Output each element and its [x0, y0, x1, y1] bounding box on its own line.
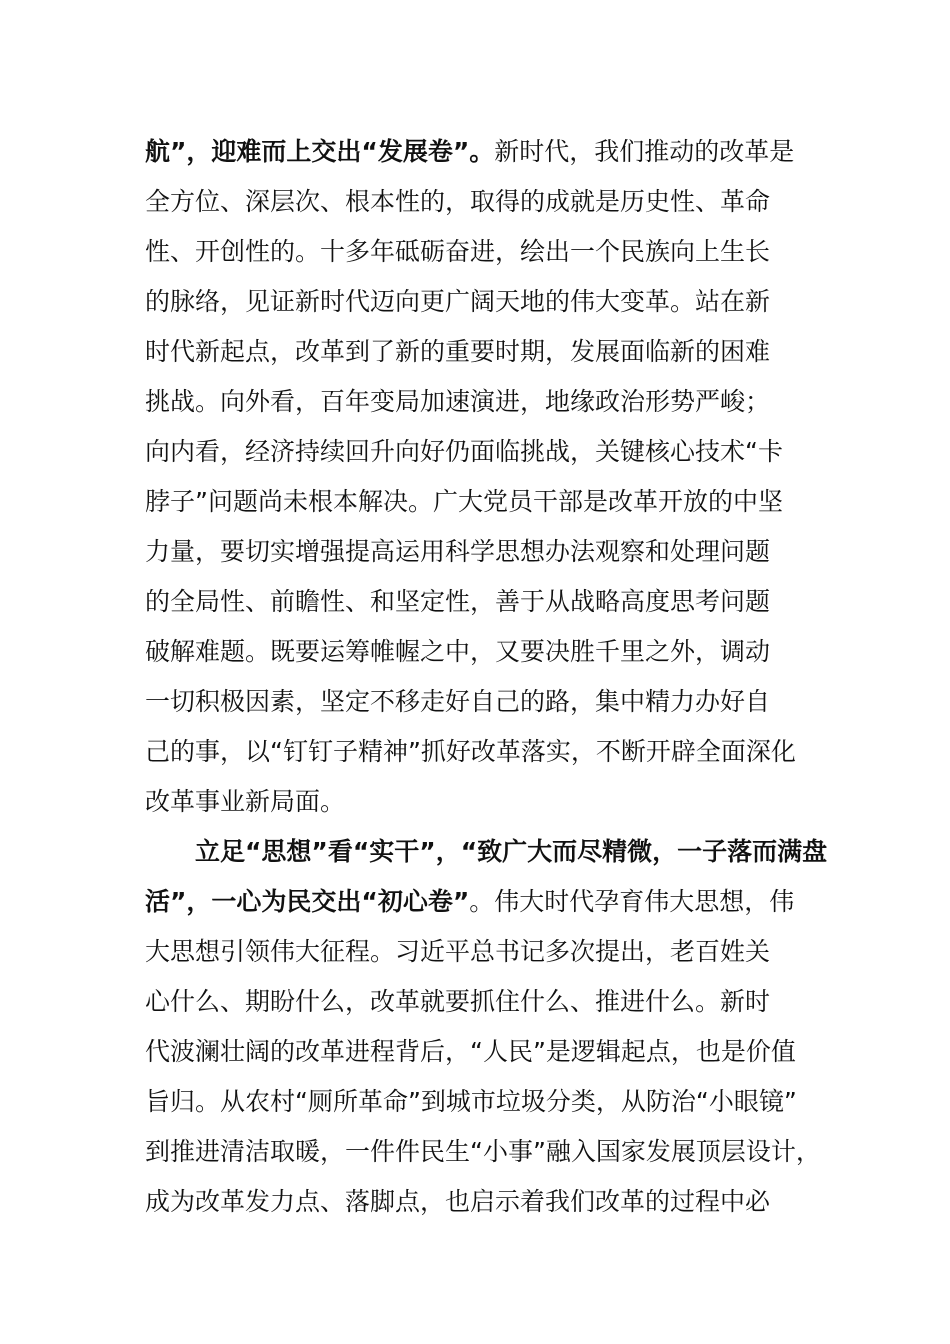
bold-heading-line: 立足“思想”看“实干”，“致广大而尽精微，一子落而满盘	[195, 837, 828, 866]
text-line: 一切积极因素，坚定不移走好自己的路，集中精力办好自	[145, 687, 771, 716]
text-line: 代波澜壮阔的改革进程背后，“人民”是逻辑起点，也是价值	[145, 1037, 796, 1066]
text-line: 成为改革发力点、落脚点，也启示着我们改革的过程中必	[145, 1187, 771, 1216]
body-text	[145, 127, 835, 1227]
text-line: 向内看，经济持续回升向好仍面临挑战，关键核心技术“卡	[145, 437, 783, 466]
text-line: 力量，要切实增强提高运用科学思想办法观察和处理问题	[145, 537, 771, 566]
text-line: 的脉络，见证新时代迈向更广阔天地的伟大变革。站在新	[145, 287, 771, 316]
text-line: 破解难题。既要运筹帷幄之中，又要决胜千里之外，调动	[145, 637, 771, 666]
text-line	[145, 877, 835, 927]
text-line	[145, 127, 835, 177]
text-line: 的全局性、前瞻性、和坚定性，善于从战略高度思考问题	[145, 587, 771, 616]
text-line: 全方位、深层次、根本性的，取得的成就是历史性、革命	[145, 187, 771, 216]
text-line: 脖子”问题尚未根本解决。广大党员干部是改革开放的中坚	[145, 487, 783, 516]
text-line: 改革事业新局面。	[145, 787, 346, 816]
text-line: 大思想引领伟大征程。习近平总书记多次提出，老百姓关	[145, 937, 771, 966]
text-line: 旨归。从农村“厕所革命”到城市垃圾分类，从防治“小眼镜”	[145, 1087, 797, 1116]
text-line: 时代新起点，改革到了新的重要时期，发展面临新的困难	[145, 337, 771, 366]
text-line: 挑战。向外看，百年变局加速演进，地缘政治形势严峻；	[145, 387, 771, 416]
line-text: 。伟大时代孕育伟大思想，伟	[469, 887, 795, 916]
text-line: 到推进清洁取暖，一件件民生“小事”融入国家发展顶层设计，	[145, 1137, 821, 1166]
bold-heading: 活”，一心为民交出“初心卷”	[145, 887, 470, 916]
text-line: 性、开创性的。十多年砥砺奋进，绘出一个民族向上生长	[145, 237, 771, 266]
text-line: 己的事，以“钉钉子精神”抓好改革落实，不断开辟全面深化	[145, 737, 796, 766]
text-line: 心什么、期盼什么，改革就要抓住什么、推进什么。新时	[145, 987, 771, 1016]
line-text: 新时代，我们推动的改革是	[494, 137, 795, 166]
bold-heading: 航”，迎难而上交出“发展卷”。	[145, 137, 495, 166]
